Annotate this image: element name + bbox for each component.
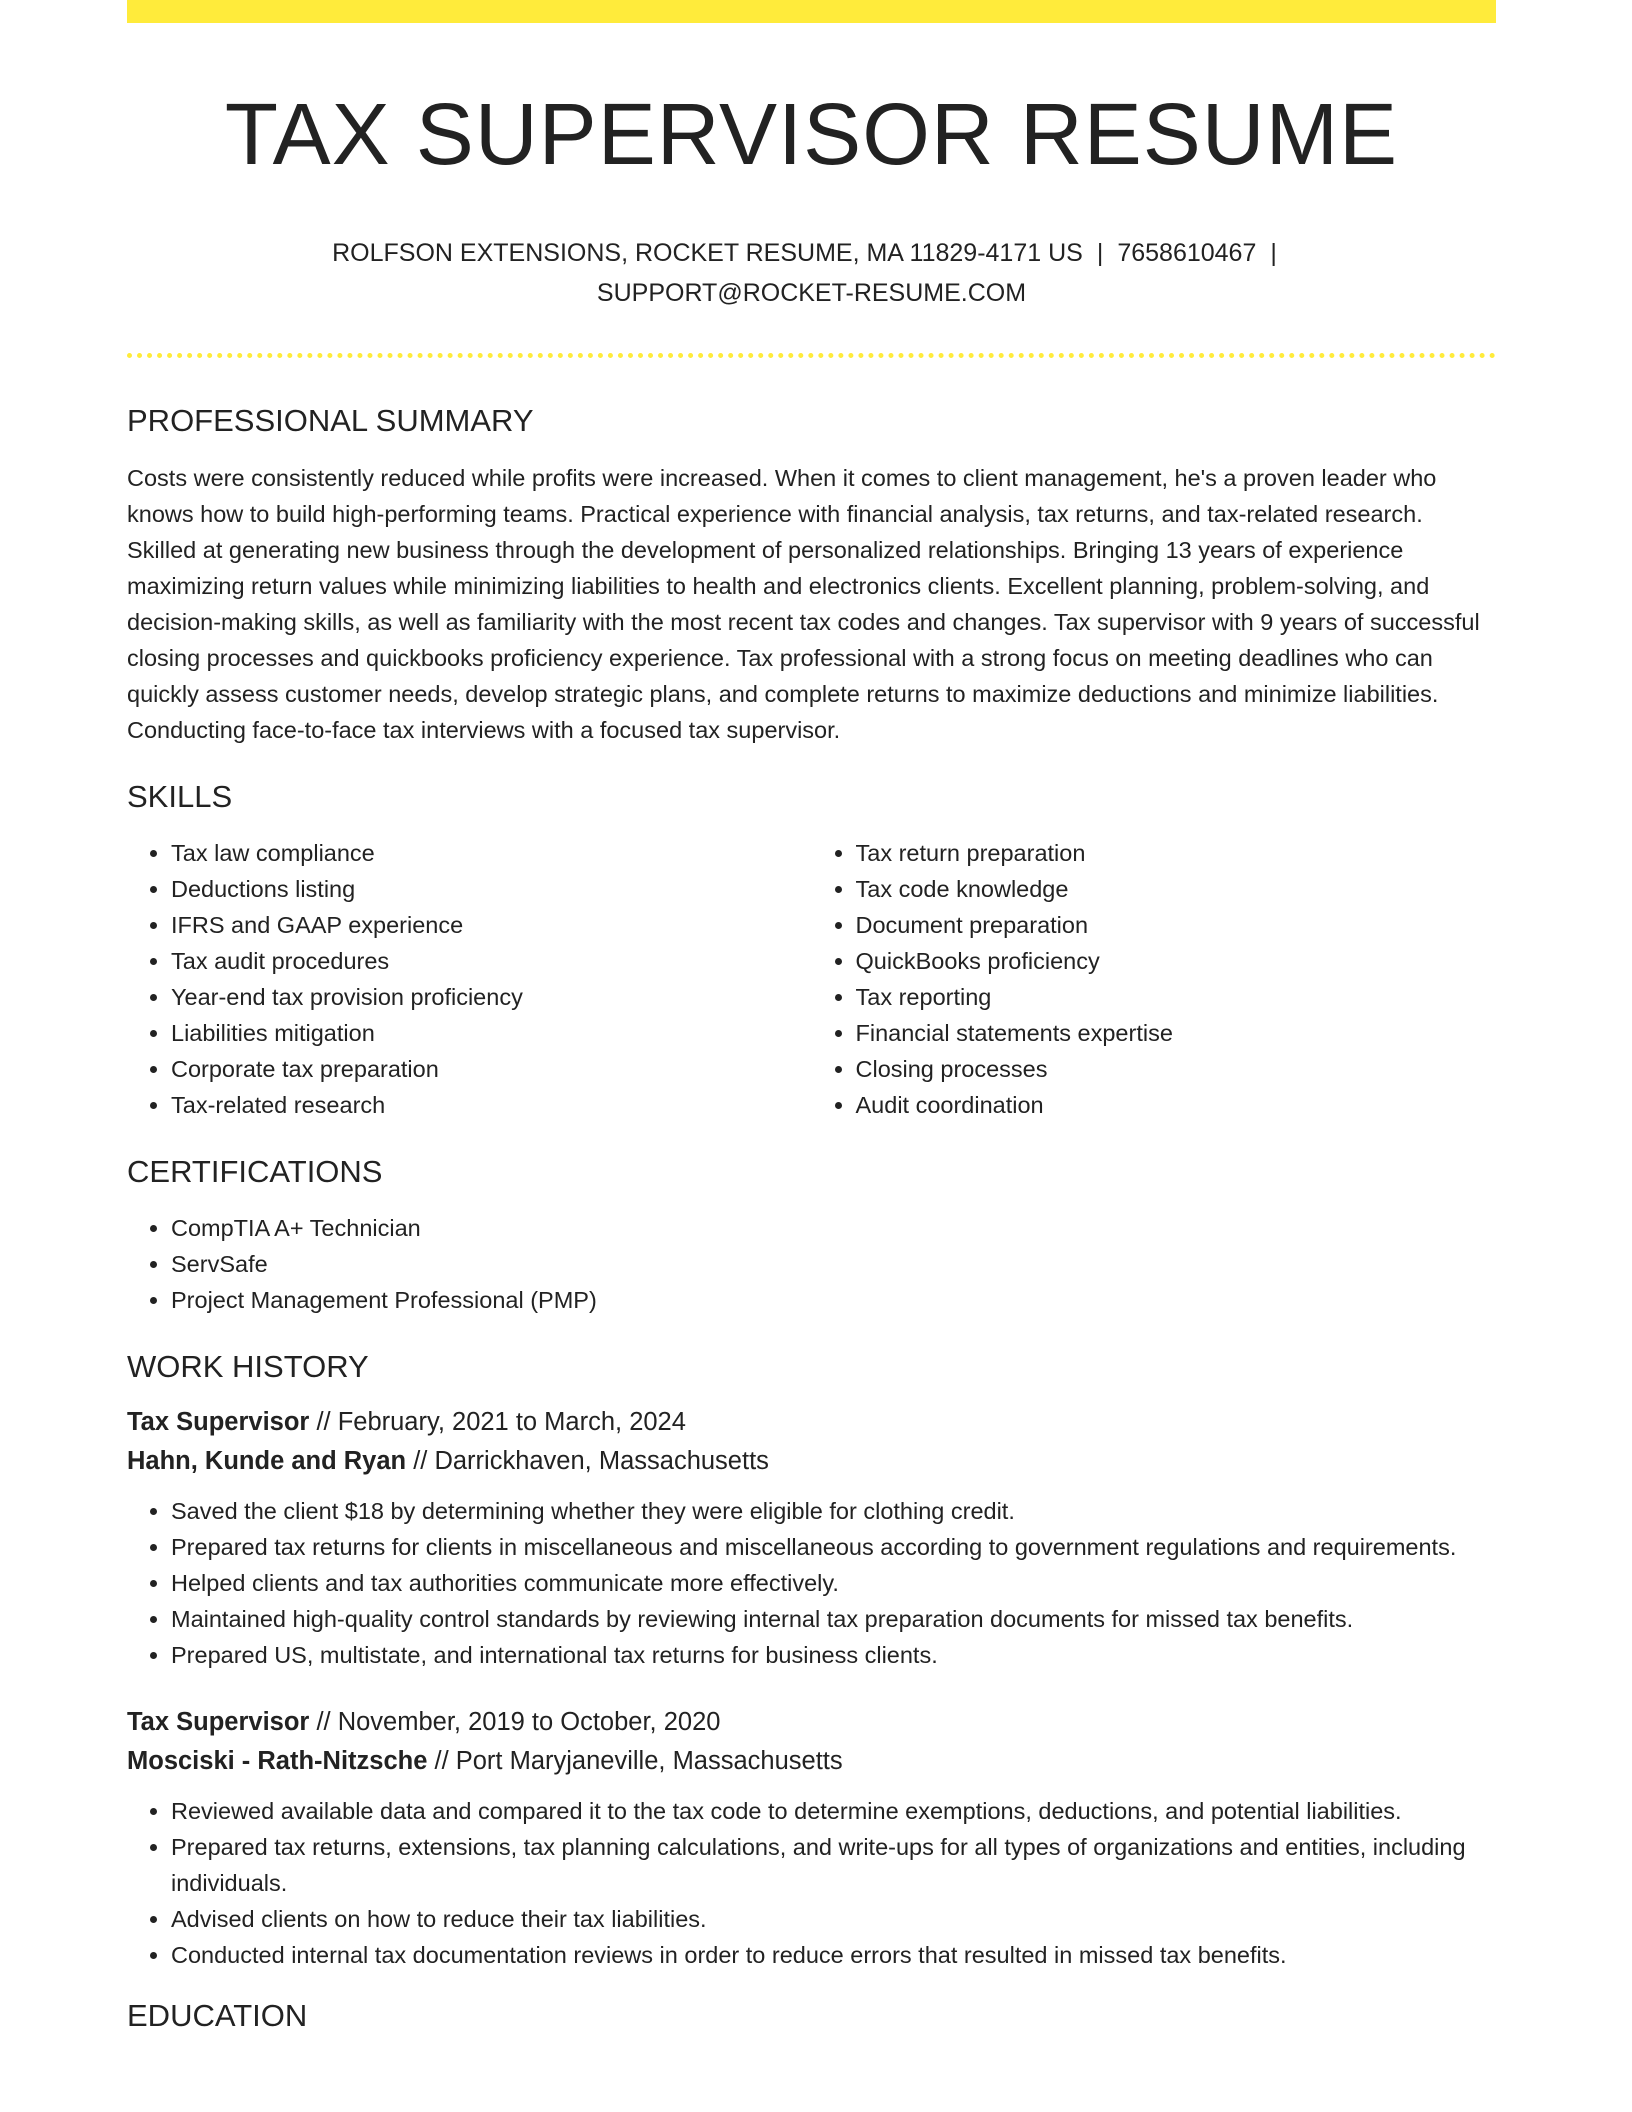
contact-separator: |: [1270, 239, 1277, 268]
skill-item: • Audit coordination: [856, 1087, 1497, 1123]
skill-item: • Tax return preparation: [856, 835, 1497, 871]
job-bullet: • Prepared US, multistate, and international tax returns for business clients.: [171, 1637, 1496, 1673]
skill-item: • Tax law compliance: [171, 835, 812, 871]
job-bullets: [127, 1493, 1496, 1673]
job-title-line: [127, 1703, 1496, 1742]
skill-item: • Document preparation: [856, 907, 1497, 943]
education-heading: EDUCATION: [127, 1998, 308, 2034]
education-section: [127, 1997, 1496, 2034]
job-entry: [127, 1703, 1496, 1973]
certifications-section: [127, 1153, 1496, 1318]
skill-item: • Liabilities mitigation: [171, 1015, 812, 1051]
job-location: // Darrickhaven, Massachusetts: [406, 1447, 769, 1476]
summary-heading: PROFESSIONAL SUMMARY: [127, 403, 534, 439]
resume-page: [127, 0, 1496, 2034]
contact-email: SUPPORT@ROCKET-RESUME.COM: [596, 279, 1027, 308]
job-bullet: • Maintained high-quality control standards by reviewing internal tax preparation documents for missed tax benefits.: [171, 1601, 1496, 1637]
resume-title: TAX SUPERVISOR RESUME: [224, 86, 1399, 183]
job-title: Tax Supervisor: [127, 1708, 310, 1737]
job-bullets: [127, 1793, 1496, 1973]
job-title-line: [127, 1403, 1496, 1442]
skill-item: • Tax reporting: [856, 979, 1497, 1015]
accent-top-bar: [127, 0, 1496, 23]
job-bullet: • Helped clients and tax authorities communicate more effectively.: [171, 1565, 1496, 1601]
job-entry: [127, 1403, 1496, 1673]
certifications-heading: CERTIFICATIONS: [127, 1153, 383, 1189]
work-history-heading: WORK HISTORY: [127, 1348, 369, 1384]
job-dates: // February, 2021 to March, 2024: [309, 1408, 686, 1437]
skills-section: [127, 778, 1496, 1123]
skill-item: • Tax-related research: [171, 1087, 812, 1123]
certification-item: • ServSafe: [171, 1246, 1496, 1282]
certification-item: • CompTIA A+ Technician: [171, 1210, 1496, 1246]
skill-item: • QuickBooks proficiency: [856, 943, 1497, 979]
skill-item: • Deductions listing: [171, 871, 812, 907]
dotted-divider: [127, 353, 1496, 358]
job-bullet: • Prepared tax returns, extensions, tax planning calculations, and write-ups for all types of organizations and entities, including individuals.: [171, 1829, 1496, 1901]
job-bullet: • Conducted internal tax documentation reviews in order to reduce errors that resulted in missed tax benefits.: [171, 1937, 1496, 1973]
contact-address: ROLFSON EXTENSIONS, ROCKET RESUME, MA 11829-4171 US: [332, 239, 1083, 268]
summary-text: Costs were consistently reduced while profits were increased. When it comes to client management, he's a proven leader who knows how to build high-performing teams. Practical experience with financial analysis, tax returns, and tax-related research. Skilled at generating new business through the development of personalized relationships. Bringing 13 years of experience maximizing return values while minimizing liabilities to health and electronics clients. Excellent planning, problem-solving, and decision-making skills, as well as familiarity with the most recent tax codes and changes. Tax supervisor with 9 years of successful closing processes and quickbooks proficiency experience. Tax professional with a strong focus on meeting deadlines who can quickly assess customer needs, develop strategic plans, and complete returns to maximize deductions and minimize liabilities. Conducting face-to-face tax interviews with a focused tax supervisor.: [127, 464, 1480, 743]
skill-item: • Year-end tax provision proficiency: [171, 979, 812, 1015]
job-title: Tax Supervisor: [127, 1408, 310, 1437]
job-bullet: • Prepared tax returns for clients in miscellaneous and miscellaneous according to government regulations and requirements.: [171, 1529, 1496, 1565]
summary-section: [127, 402, 1496, 747]
skills-list-left: [127, 835, 812, 1123]
contact-info: [127, 233, 1496, 313]
skills-heading: SKILLS: [127, 778, 233, 814]
skill-item: • IFRS and GAAP experience: [171, 907, 812, 943]
certification-item: • Project Management Professional (PMP): [171, 1282, 1496, 1318]
job-bullet: • Advised clients on how to reduce their tax liabilities.: [171, 1901, 1496, 1937]
job-company-line: [127, 1442, 1496, 1481]
job-dates: // November, 2019 to October, 2020: [309, 1708, 721, 1737]
contact-phone: 7658610467: [1117, 239, 1257, 268]
work-history-section: [127, 1348, 1496, 1973]
certifications-list: [127, 1210, 1496, 1318]
job-bullet: • Saved the client $18 by determining whether they were eligible for clothing credit.: [171, 1493, 1496, 1529]
job-bullet: • Reviewed available data and compared it to the tax code to determine exemptions, deductions, and potential liabilities.: [171, 1793, 1496, 1829]
job-company-line: [127, 1742, 1496, 1781]
job-location: // Port Maryjaneville, Massachusetts: [427, 1747, 843, 1776]
skill-item: • Tax code knowledge: [856, 871, 1497, 907]
skill-item: • Closing processes: [856, 1051, 1497, 1087]
skills-columns: [127, 835, 1496, 1123]
job-company: Hahn, Kunde and Ryan: [127, 1447, 407, 1476]
skill-item: • Financial statements expertise: [856, 1015, 1497, 1051]
skill-item: • Corporate tax preparation: [171, 1051, 812, 1087]
skills-list-right: [812, 835, 1497, 1123]
skill-item: • Tax audit procedures: [171, 943, 812, 979]
contact-separator: |: [1096, 239, 1104, 268]
job-company: Mosciski - Rath-Nitzsche: [127, 1747, 428, 1776]
